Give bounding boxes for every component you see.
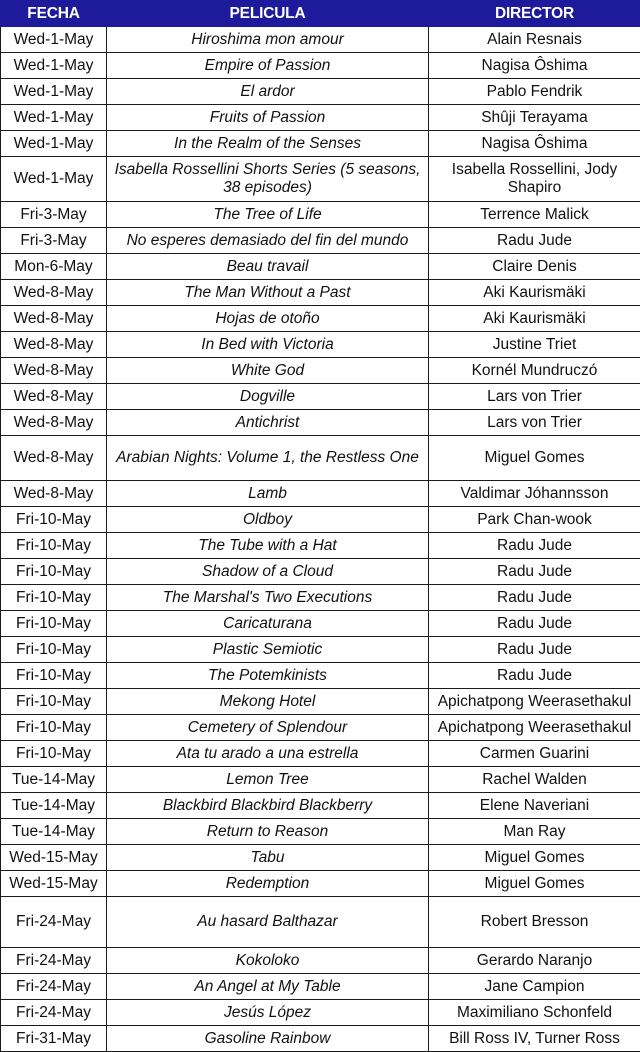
table-row bbox=[1, 689, 640, 715]
director-cell: Radu Jude bbox=[429, 228, 640, 254]
table-row bbox=[1, 663, 640, 689]
date-cell: Wed-8-May bbox=[1, 481, 107, 507]
director-cell: Aki Kaurismäki bbox=[429, 280, 640, 306]
table-row bbox=[1, 332, 640, 358]
film-title-cell: In Bed with Victoria bbox=[107, 332, 429, 358]
table-row bbox=[1, 715, 640, 741]
table-body bbox=[1, 27, 640, 1052]
director-cell: Nagisa Ôshima bbox=[429, 53, 640, 79]
director-cell: Radu Jude bbox=[429, 559, 640, 585]
director-cell: Radu Jude bbox=[429, 611, 640, 637]
director-cell: Nagisa Ôshima bbox=[429, 131, 640, 157]
table-row bbox=[1, 533, 640, 559]
film-title-cell: El ardor bbox=[107, 79, 429, 105]
date-cell: Fri-24-May bbox=[1, 897, 107, 948]
date-cell: Fri-10-May bbox=[1, 689, 107, 715]
table-row bbox=[1, 974, 640, 1000]
director-cell: Miguel Gomes bbox=[429, 871, 640, 897]
table-row bbox=[1, 53, 640, 79]
table-row bbox=[1, 105, 640, 131]
table-row bbox=[1, 819, 640, 845]
film-title-cell: Beau travail bbox=[107, 254, 429, 280]
date-cell: Fri-10-May bbox=[1, 663, 107, 689]
table-row bbox=[1, 897, 640, 948]
film-title-cell: The Tree of Life bbox=[107, 202, 429, 228]
date-cell: Wed-1-May bbox=[1, 53, 107, 79]
date-cell: Wed-15-May bbox=[1, 845, 107, 871]
table-row bbox=[1, 793, 640, 819]
film-title-cell: An Angel at My Table bbox=[107, 974, 429, 1000]
director-cell: Pablo Fendrik bbox=[429, 79, 640, 105]
film-title-cell: Ata tu arado a una estrella bbox=[107, 741, 429, 767]
film-title-cell: Return to Reason bbox=[107, 819, 429, 845]
table-row bbox=[1, 741, 640, 767]
director-cell: Apichatpong Weerasethakul bbox=[429, 689, 640, 715]
date-cell: Fri-3-May bbox=[1, 228, 107, 254]
table-row bbox=[1, 1000, 640, 1026]
header-director: DIRECTOR bbox=[429, 1, 640, 27]
table-row bbox=[1, 27, 640, 53]
film-title-cell: Hojas de otoño bbox=[107, 306, 429, 332]
director-cell: Apichatpong Weerasethakul bbox=[429, 715, 640, 741]
film-title-cell: The Potemkinists bbox=[107, 663, 429, 689]
director-cell: Aki Kaurismäki bbox=[429, 306, 640, 332]
director-cell: Elene Naveriani bbox=[429, 793, 640, 819]
film-title-cell: Hiroshima mon amour bbox=[107, 27, 429, 53]
director-cell: Justine Triet bbox=[429, 332, 640, 358]
director-cell: Man Ray bbox=[429, 819, 640, 845]
director-cell: Carmen Guarini bbox=[429, 741, 640, 767]
film-title-cell: Dogville bbox=[107, 384, 429, 410]
date-cell: Wed-1-May bbox=[1, 105, 107, 131]
film-title-cell: White God bbox=[107, 358, 429, 384]
table-row bbox=[1, 131, 640, 157]
date-cell: Fri-24-May bbox=[1, 974, 107, 1000]
film-title-cell: Lemon Tree bbox=[107, 767, 429, 793]
film-title-cell: Cemetery of Splendour bbox=[107, 715, 429, 741]
date-cell: Wed-15-May bbox=[1, 871, 107, 897]
film-title-cell: Gasoline Rainbow bbox=[107, 1026, 429, 1052]
director-cell: Gerardo Naranjo bbox=[429, 948, 640, 974]
table-row bbox=[1, 280, 640, 306]
date-cell: Fri-10-May bbox=[1, 741, 107, 767]
table-row bbox=[1, 306, 640, 332]
film-title-cell: Isabella Rossellini Shorts Series (5 seasons, 38 episodes) bbox=[107, 157, 429, 202]
film-title-cell: Antichrist bbox=[107, 410, 429, 436]
director-cell: Claire Denis bbox=[429, 254, 640, 280]
table-header bbox=[1, 1, 640, 27]
director-cell: Isabella Rossellini, Jody Shapiro bbox=[429, 157, 640, 202]
film-title-cell: No esperes demasiado del fin del mundo bbox=[107, 228, 429, 254]
film-title-cell: The Tube with a Hat bbox=[107, 533, 429, 559]
date-cell: Wed-8-May bbox=[1, 410, 107, 436]
film-title-cell: Plastic Semiotic bbox=[107, 637, 429, 663]
director-cell: Radu Jude bbox=[429, 585, 640, 611]
film-title-cell: Mekong Hotel bbox=[107, 689, 429, 715]
film-title-cell: Redemption bbox=[107, 871, 429, 897]
date-cell: Fri-10-May bbox=[1, 507, 107, 533]
film-title-cell: Tabu bbox=[107, 845, 429, 871]
director-cell: Radu Jude bbox=[429, 637, 640, 663]
date-cell: Wed-8-May bbox=[1, 306, 107, 332]
director-cell: Lars von Trier bbox=[429, 410, 640, 436]
date-cell: Wed-1-May bbox=[1, 157, 107, 202]
date-cell: Wed-8-May bbox=[1, 384, 107, 410]
table-row bbox=[1, 202, 640, 228]
film-title-cell: The Man Without a Past bbox=[107, 280, 429, 306]
table-row bbox=[1, 436, 640, 481]
date-cell: Wed-8-May bbox=[1, 280, 107, 306]
film-title-cell: In the Realm of the Senses bbox=[107, 131, 429, 157]
date-cell: Fri-10-May bbox=[1, 637, 107, 663]
date-cell: Tue-14-May bbox=[1, 793, 107, 819]
table-row bbox=[1, 767, 640, 793]
table-row bbox=[1, 559, 640, 585]
date-cell: Fri-31-May bbox=[1, 1026, 107, 1052]
film-title-cell: Empire of Passion bbox=[107, 53, 429, 79]
table-row bbox=[1, 410, 640, 436]
director-cell: Miguel Gomes bbox=[429, 436, 640, 481]
director-cell: Robert Bresson bbox=[429, 897, 640, 948]
film-title-cell: Au hasard Balthazar bbox=[107, 897, 429, 948]
film-title-cell: Arabian Nights: Volume 1, the Restless One bbox=[107, 436, 429, 481]
date-cell: Fri-3-May bbox=[1, 202, 107, 228]
table-row bbox=[1, 507, 640, 533]
table-row bbox=[1, 157, 640, 202]
director-cell: Park Chan-wook bbox=[429, 507, 640, 533]
date-cell: Fri-10-May bbox=[1, 715, 107, 741]
film-title-cell: Kokoloko bbox=[107, 948, 429, 974]
director-cell: Kornél Mundruczó bbox=[429, 358, 640, 384]
table-row bbox=[1, 871, 640, 897]
table-row bbox=[1, 585, 640, 611]
table-row bbox=[1, 79, 640, 105]
table-row bbox=[1, 1026, 640, 1052]
film-title-cell: Oldboy bbox=[107, 507, 429, 533]
director-cell: Valdimar Jóhannsson bbox=[429, 481, 640, 507]
director-cell: Rachel Walden bbox=[429, 767, 640, 793]
director-cell: Miguel Gomes bbox=[429, 845, 640, 871]
date-cell: Wed-1-May bbox=[1, 79, 107, 105]
header-row bbox=[1, 1, 640, 27]
film-title-cell: Blackbird Blackbird Blackberry bbox=[107, 793, 429, 819]
director-cell: Bill Ross IV, Turner Ross bbox=[429, 1026, 640, 1052]
director-cell: Jane Campion bbox=[429, 974, 640, 1000]
film-title-cell: Caricaturana bbox=[107, 611, 429, 637]
director-cell: Lars von Trier bbox=[429, 384, 640, 410]
date-cell: Fri-10-May bbox=[1, 533, 107, 559]
date-cell: Wed-1-May bbox=[1, 131, 107, 157]
date-cell: Wed-8-May bbox=[1, 436, 107, 481]
director-cell: Alain Resnais bbox=[429, 27, 640, 53]
header-film: PELICULA bbox=[107, 1, 429, 27]
table-row bbox=[1, 845, 640, 871]
film-title-cell: The Marshal's Two Executions bbox=[107, 585, 429, 611]
film-title-cell: Shadow of a Cloud bbox=[107, 559, 429, 585]
director-cell: Radu Jude bbox=[429, 533, 640, 559]
director-cell: Shûji Terayama bbox=[429, 105, 640, 131]
date-cell: Fri-24-May bbox=[1, 1000, 107, 1026]
table-row bbox=[1, 948, 640, 974]
date-cell: Fri-10-May bbox=[1, 611, 107, 637]
film-title-cell: Fruits of Passion bbox=[107, 105, 429, 131]
director-cell: Maximiliano Schonfeld bbox=[429, 1000, 640, 1026]
date-cell: Mon-6-May bbox=[1, 254, 107, 280]
date-cell: Fri-10-May bbox=[1, 559, 107, 585]
date-cell: Fri-24-May bbox=[1, 948, 107, 974]
film-title-cell: Jesús López bbox=[107, 1000, 429, 1026]
date-cell: Wed-8-May bbox=[1, 332, 107, 358]
table-row bbox=[1, 481, 640, 507]
date-cell: Fri-10-May bbox=[1, 585, 107, 611]
film-title-cell: Lamb bbox=[107, 481, 429, 507]
table-row bbox=[1, 358, 640, 384]
table-row bbox=[1, 637, 640, 663]
date-cell: Tue-14-May bbox=[1, 767, 107, 793]
director-cell: Terrence Malick bbox=[429, 202, 640, 228]
table-row bbox=[1, 254, 640, 280]
date-cell: Wed-8-May bbox=[1, 358, 107, 384]
date-cell: Wed-1-May bbox=[1, 27, 107, 53]
table-row bbox=[1, 384, 640, 410]
date-cell: Tue-14-May bbox=[1, 819, 107, 845]
table-row bbox=[1, 611, 640, 637]
table-row bbox=[1, 228, 640, 254]
header-date: FECHA bbox=[1, 1, 107, 27]
director-cell: Radu Jude bbox=[429, 663, 640, 689]
